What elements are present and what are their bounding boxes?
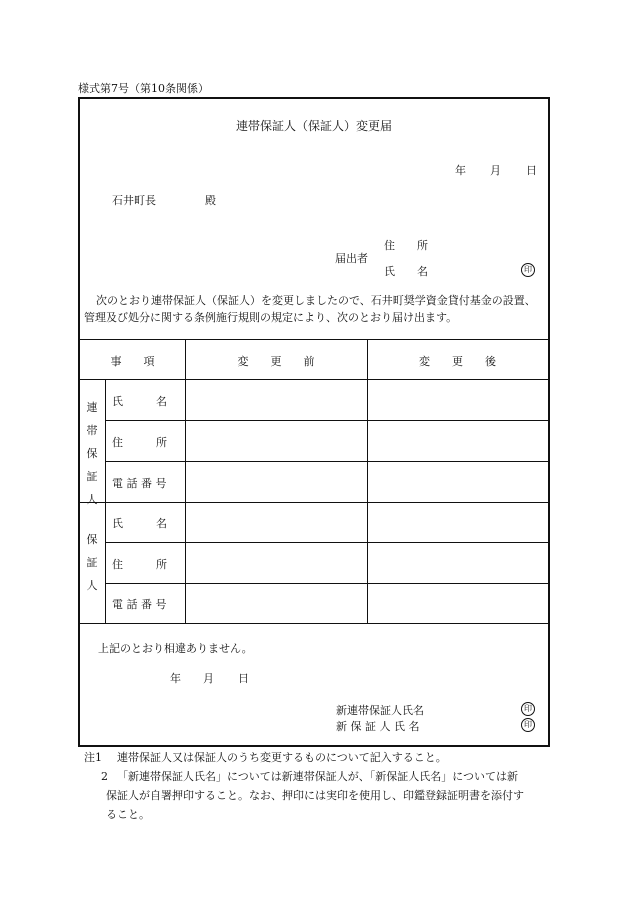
- body-text-line2: 管理及び処分に関する条例施行規則の規定により、次のとおり届け出ます。: [84, 311, 458, 324]
- cell-after-joint-name[interactable]: [368, 380, 547, 420]
- note-2-line1: 「新連帯保証人氏名」については新連帯保証人が、「新保証人氏名」については新: [117, 770, 519, 783]
- cell-after-joint-phone[interactable]: [368, 462, 547, 502]
- cell-before-guarantor-name[interactable]: [186, 503, 366, 542]
- divider: [80, 339, 548, 340]
- header-after: 変 更 後: [419, 355, 496, 368]
- confirmation-text: 上記のとおり相違ありません。: [98, 642, 253, 655]
- name-label: 氏 名: [384, 265, 428, 278]
- form-number: 様式第7号（第10条関係）: [78, 82, 209, 95]
- addressee: 石井町長: [112, 194, 156, 207]
- cell-after-guarantor-phone[interactable]: [368, 584, 547, 623]
- note-1-label: 注1: [84, 751, 102, 764]
- body-text-line1: 次のとおり連帯保証人（保証人）を変更しましたので、石井町奨学資金貸付基金の設置、: [96, 294, 536, 307]
- header-item: 事 項: [110, 355, 155, 368]
- row-label-address: 住 所: [112, 436, 167, 449]
- row-label-name: 氏 名: [112, 517, 167, 530]
- cell-before-guarantor-phone[interactable]: [186, 584, 366, 623]
- row-label-phone: 電 話 番 号: [112, 477, 167, 490]
- confirm-date-day: 日: [238, 672, 249, 685]
- note-2-line3: ること。: [106, 808, 150, 821]
- honorific: 殿: [205, 194, 216, 207]
- form-title: 連帯保証人（保証人）変更届: [235, 119, 392, 133]
- new-joint-guarantor-label: 新連帯保証人氏名: [336, 704, 424, 717]
- cell-before-joint-name[interactable]: [186, 380, 366, 420]
- new-guarantor-label: 新 保 証 人 氏 名: [336, 720, 420, 733]
- seal-mark: 印: [521, 702, 535, 716]
- divider: [105, 379, 106, 623]
- seal-mark: 印: [521, 263, 535, 277]
- row-label-name: 氏 名: [112, 395, 167, 408]
- form-frame: [78, 97, 550, 747]
- group-joint-guarantor: 連帯保証人: [86, 401, 98, 506]
- header-before: 変 更 前: [237, 355, 315, 368]
- date-month: 月: [490, 164, 501, 177]
- seal-mark: 印: [521, 718, 535, 732]
- note-1-text: 連帯保証人又は保証人のうち変更するものについて記入すること。: [117, 751, 447, 764]
- submitter-label: 届出者: [335, 252, 368, 265]
- date-day: 日: [526, 164, 537, 177]
- note-2-label: 2: [101, 770, 108, 783]
- confirm-date-year: 年: [170, 672, 181, 685]
- divider: [80, 623, 548, 624]
- note-2-line2: 保証人が自署押印すること。なお、押印には実印を使用し、印鑑登録証明書を添付す: [106, 789, 524, 802]
- address-label: 住 所: [384, 239, 428, 252]
- cell-after-guarantor-name[interactable]: [368, 503, 547, 542]
- cell-before-guarantor-address[interactable]: [186, 543, 366, 583]
- cell-before-joint-address[interactable]: [186, 421, 366, 461]
- row-label-phone: 電 話 番 号: [112, 598, 167, 611]
- confirm-date-month: 月: [203, 672, 214, 685]
- group-guarantor: 保証人: [86, 533, 98, 592]
- cell-after-joint-address[interactable]: [368, 421, 547, 461]
- cell-after-guarantor-address[interactable]: [368, 543, 547, 583]
- date-year: 年: [455, 164, 466, 177]
- cell-before-joint-phone[interactable]: [186, 462, 366, 502]
- row-label-address: 住 所: [112, 558, 167, 571]
